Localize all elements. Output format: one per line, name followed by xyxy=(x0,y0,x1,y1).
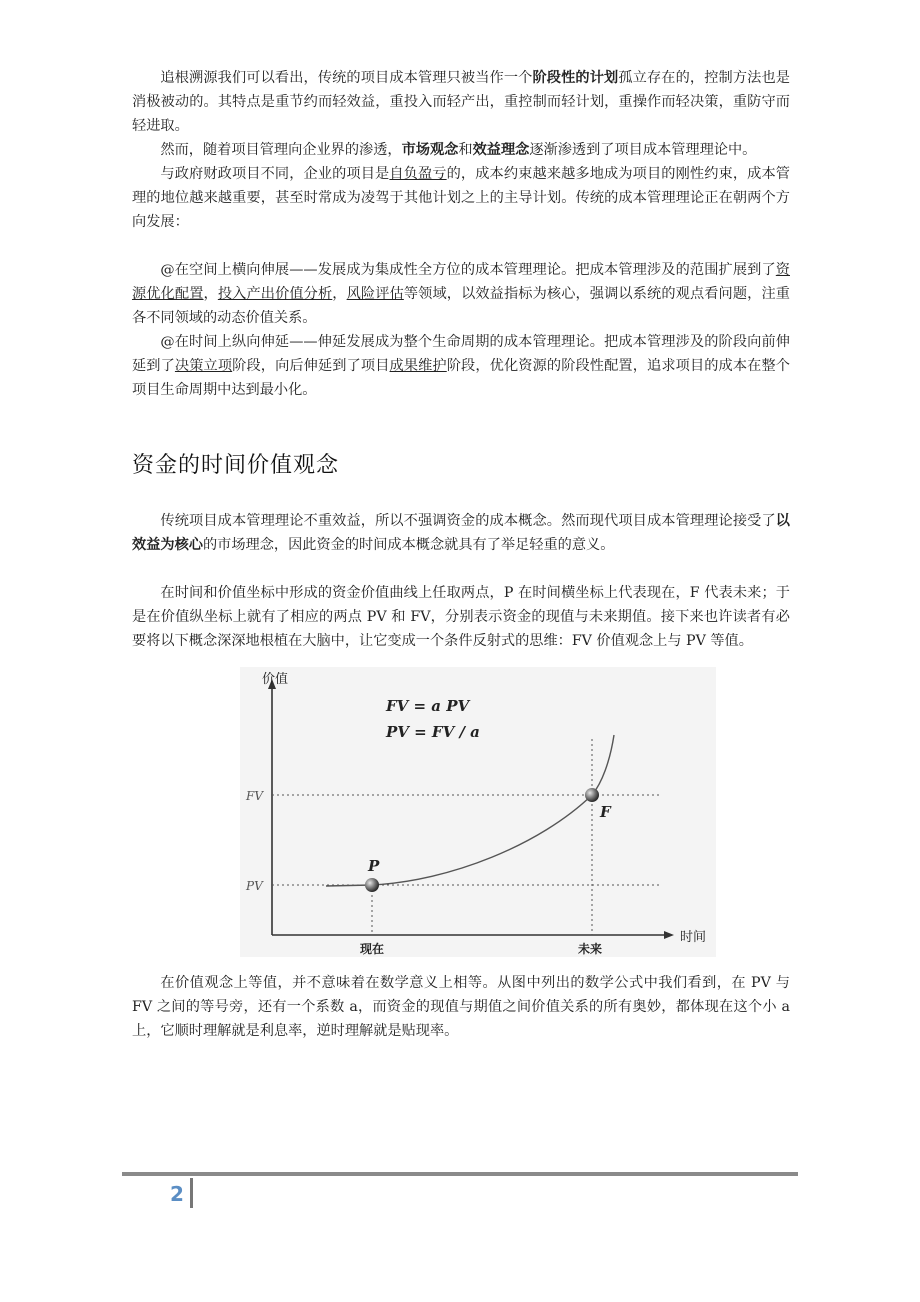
point-f-label: F xyxy=(600,803,611,821)
paragraph-traditional-cost-management: 追根溯源我们可以看出，传统的项目成本管理只被当作一个阶段性的计划孤立存在的，控制方法也是消极被动的。其特点是重节约而轻效益，重投入而轻产出，重控制而轻计划，重操作而轻决策，重防守而轻进取。 xyxy=(132,70,790,134)
paragraph-spatial-extension: @在空间上横向伸展——发展成为集成性全方位的成本管理理论。把成本管理涉及的范围扩展到了资源优化配置，投入产出价值分析，风险评估等领域，以效益指标为核心，强调以系统的观点看问题，注重各不同领域的动态价值关系。 xyxy=(132,262,790,326)
point-p-label: P xyxy=(368,857,380,875)
underline-result-maintenance: 成果维护 xyxy=(389,358,447,374)
bold-phase-plan: 阶段性的计划 xyxy=(532,70,619,86)
underline-self-financing: 自负盈亏 xyxy=(389,166,447,182)
paragraph-value-curve: 在时间和价值坐标中形成的资金价值曲线上任取两点，P 在时间横坐标上代表现在，F 代表未来；于是在价值纵坐标上就有了相应的两点 PV 和 FV，分别表示资金的现值与未来期值。接下来也许读者有必要将以下概念深深地根植在大脑中，让它变成一个条件反射式的思维：FV 价值观念上与 PV 等值。 xyxy=(132,585,790,649)
paragraph-coefficient-a: 在价值观念上等值，并不意味着在数学意义上相等。从图中列出的数学公式中我们看到，在 PV 与 FV 之间的等号旁，还有一个系数 a，而资金的现值与期值之间价值关系的所有奥妙，都体现在这个小 a 上，它顺时理解就是利息率，逆时理解就是贴现率。 xyxy=(132,975,790,1039)
point-p-marker xyxy=(365,878,379,892)
paragraph-enterprise-projects: 与政府财政项目不同，企业的项目是自负盈亏的，成本约束越来越多地成为项目的刚性约束，成本管理的地位越来越重要，甚至时常成为凌驾于其他计划之上的主导计划。传统的成本管理理论正在朝两个方向发展： xyxy=(132,166,790,230)
paragraph-time-value-intro: 传统项目成本管理理论不重效益，所以不强调资金的成本概念。然而现代项目成本管理理论接受了以效益为核心的市场理念，因此资金的时间成本概念就具有了举足轻重的意义。 xyxy=(132,513,790,553)
x-axis-label: 时间 xyxy=(680,930,707,945)
underline-resource-optimization: 资源优化配置 xyxy=(132,262,790,302)
bold-benefit-core: 以效益为核心 xyxy=(132,513,790,553)
y-axis-label: 价值 xyxy=(262,672,289,687)
formula-pv: PV = FV / a xyxy=(386,723,480,741)
time-value-diagram xyxy=(240,667,716,957)
future-label: 未来 xyxy=(578,942,603,956)
pv-axis-label: PV xyxy=(246,879,263,893)
footer-divider xyxy=(122,1172,798,1176)
formula-fv: FV = a PV xyxy=(386,697,470,715)
underline-risk-assessment: 风险评估 xyxy=(346,286,404,302)
underline-input-output-analysis: 投入产出价值分析 xyxy=(217,286,333,302)
x-axis-arrow-icon xyxy=(664,931,674,939)
paragraph-market-concept: 然而，随着项目管理向企业界的渗透，市场观念和效益理念逐渐渗透到了项目成本管理理论中。 xyxy=(160,142,757,158)
page-number: 2 xyxy=(170,1182,184,1206)
section-heading: 资金的时间价值观念 xyxy=(132,453,340,478)
paragraph-temporal-extension: @在时间上纵向伸延——伸延发展成为整个生命周期的成本管理理论。把成本管理涉及的阶段向前伸延到了决策立项阶段，向后伸延到了项目成果维护阶段，优化资源的阶段性配置，追求项目的成本在整个项目生命周期中达到最小化。 xyxy=(132,334,790,398)
page-number-separator xyxy=(190,1178,193,1208)
now-label: 现在 xyxy=(360,942,385,956)
underline-decision-project: 决策立项 xyxy=(174,358,233,374)
point-f-marker xyxy=(585,788,599,802)
time-value-figure xyxy=(240,667,716,957)
fv-axis-label: FV xyxy=(246,789,263,803)
bold-benefit-concept: 效益理念 xyxy=(472,142,530,158)
bold-market-concept: 市场观念 xyxy=(401,142,459,158)
document-body xyxy=(132,66,790,1043)
